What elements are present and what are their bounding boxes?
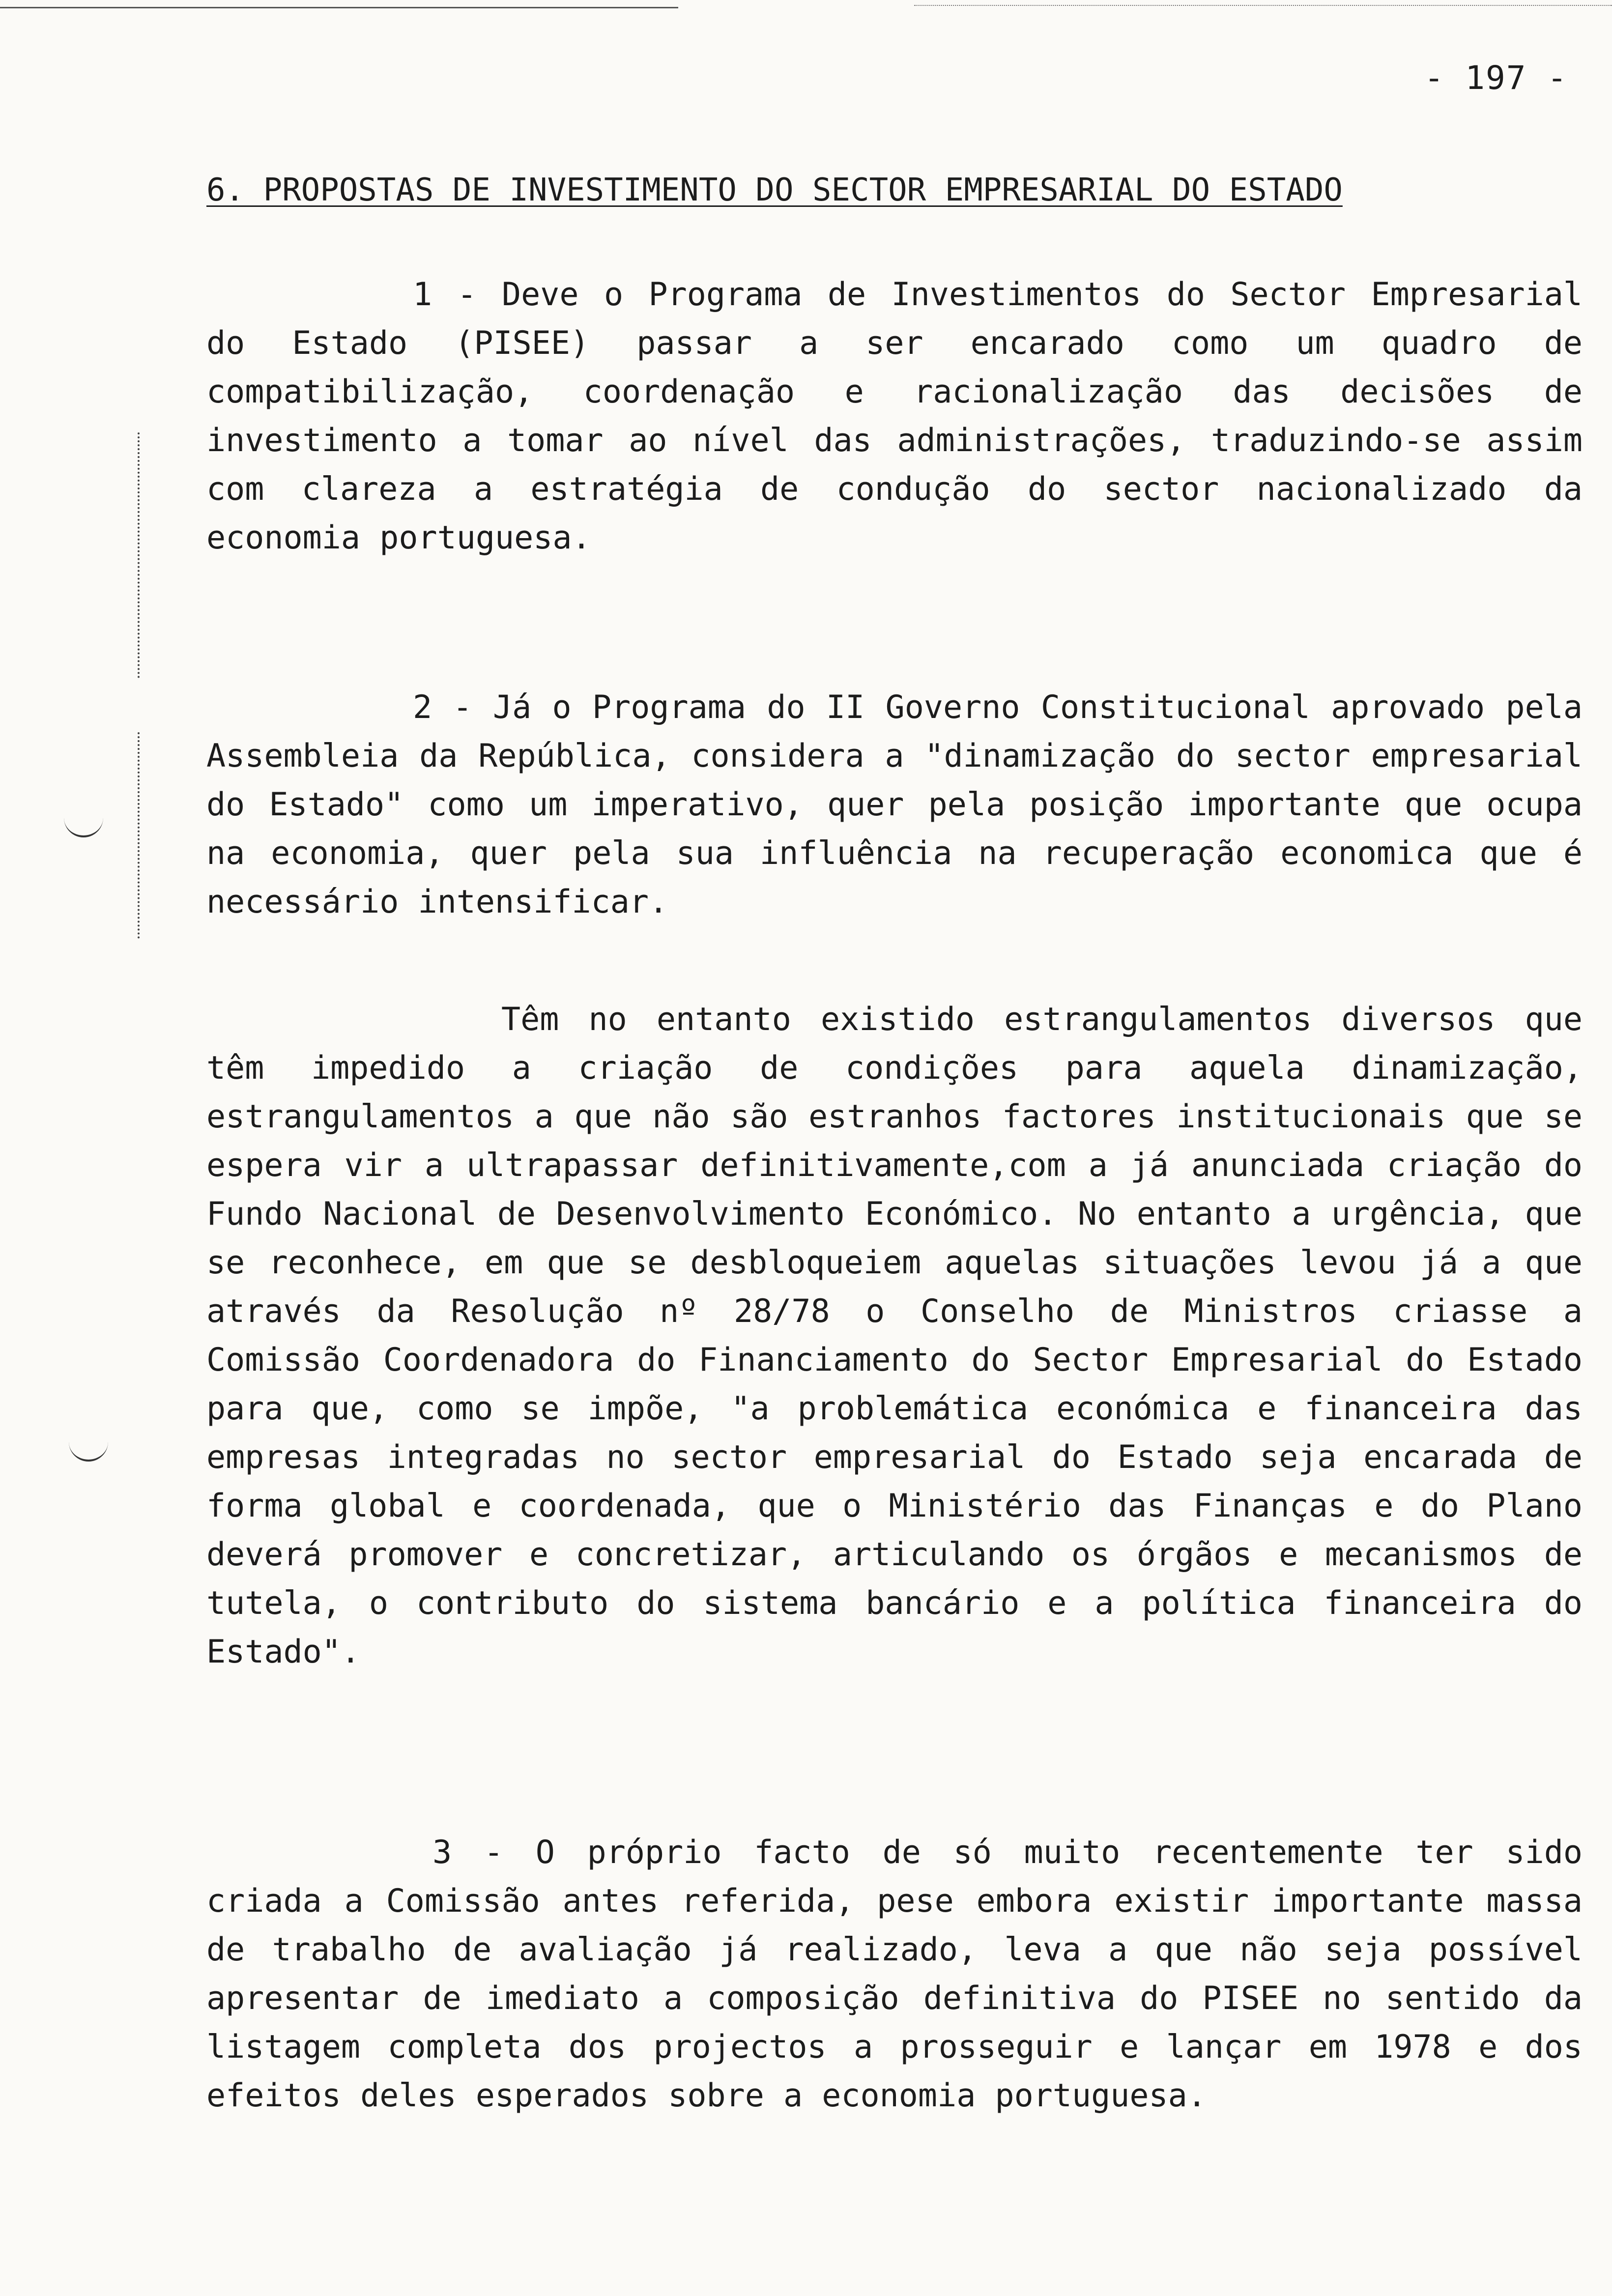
paragraph-1 — [206, 270, 1583, 562]
top-rule-left — [0, 7, 678, 8]
margin-dots — [138, 432, 142, 678]
paragraph-2 — [206, 683, 1583, 926]
margin-bracket-mark — [64, 816, 103, 837]
page-number: - 197 - — [1424, 59, 1568, 97]
paragraph-3-text: Têm no entanto existido estrangulamentos diversos que têm impedido a criação de condições para aquela dinamização, estrangulamentos a que não são estranhos factores institucionais que se espera vir a ultrapassar definitivamente,com a já anunciada criação do Fundo Nacional de Desenvolvimento Económico. No entanto a urgência, que se reconhece, em que se desbloqueiem aquelas situações levou já a que através da Resolução nº 28/78 o Conselho de Ministros criasse a Comissão Coordenadora do Financiamento do Sector Empresarial do Estado para que, como se impõe, "a problemática económica e financeira das empresas integradas no sector empresarial do Estado seja encarada de forma global e coordenada, que o Ministério das Finanças e do Plano deverá promover e concretizar, articulando os órgãos e mecanismos de tutela, o contributo do sistema bancário e a política financeira do Estado". — [206, 1001, 1583, 1670]
paragraph-4-text: 3 - O próprio facto de só muito recentemente ter sido criada a Comissão antes referida, pese embora existir importante massa de trabalho de avaliação já realizado, leva a que não seja possível apresentar de imediato a composição definitiva do PISEE no sentido da listagem completa dos projectos a prosseguir e lançar em 1978 e dos efeitos deles esperados sobre a economia portuguesa. — [206, 1834, 1583, 2114]
paragraph-2-text: 2 - Já o Programa do II Governo Constitucional aprovado pela Assembleia da República, considera a "dinamização do sector empresarial do Estado" como um imperativo, quer pela posição importante que ocupa na economia, quer pela sua influência na recuperação economica que é necessário intensificar. — [206, 689, 1583, 920]
paragraph-4 — [206, 1828, 1583, 2120]
paragraph-1-text: 1 - Deve o Programa de Investimentos do Sector Empresarial do Estado (PISEE) passar a ser encarado como um quadro de compatibilização, coordenação e racionalização das decisões de investimento a tomar ao nível das administrações, traduzindo-se assim com clareza a estratégia de condução do sector nacionalizado da economia portuguesa. — [206, 276, 1583, 556]
paragraph-3 — [206, 995, 1583, 1676]
section-heading: 6. PROPOSTAS DE INVESTIMENTO DO SECTOR EMPRESARIAL DO ESTADO — [206, 172, 1343, 208]
margin-bracket-mark — [69, 1440, 108, 1462]
top-rule-right — [914, 5, 1612, 6]
margin-dots — [138, 732, 142, 939]
